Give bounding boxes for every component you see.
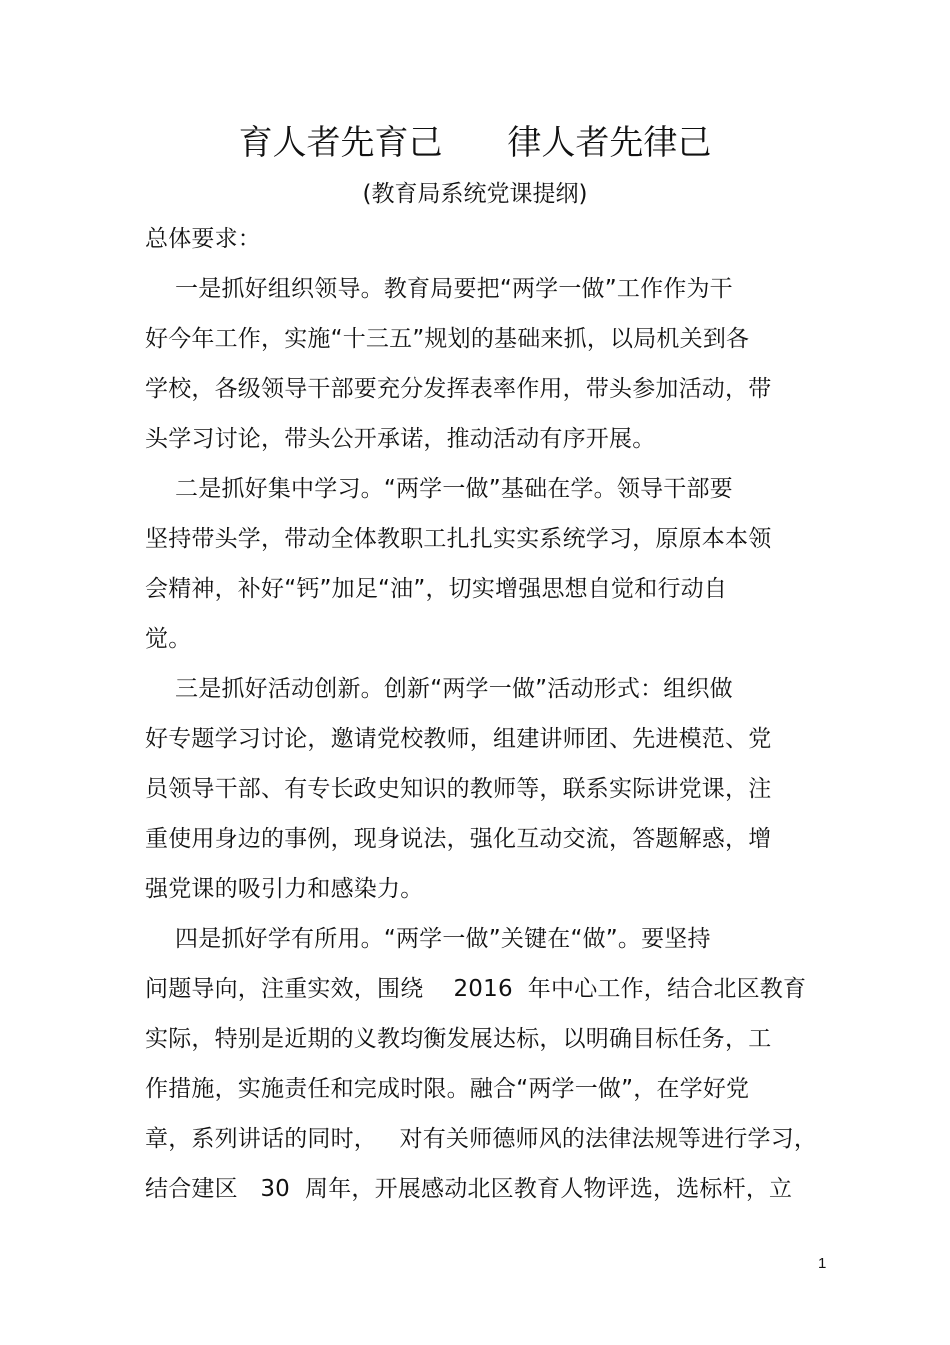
paragraph-2-line-4: 觉。 [145, 626, 192, 652]
paragraph-3-line-4: 重使用身边的事例，现身说法，强化互动交流，答题解惑，增 [145, 826, 772, 852]
paragraph-4-line-6: 结合建区 30 周年，开展感动北区教育人物评选，选标杆，立 [145, 1176, 793, 1202]
paragraph-3-line-5: 强党课的吸引力和感染力。 [145, 876, 424, 902]
paragraph-1-line-3: 学校，各级领导干部要充分发挥表率作用，带头参加活动，带 [145, 376, 772, 402]
section-heading: 总体要求： [145, 226, 261, 252]
paragraph-3-line-3: 员领导干部、有专长政史知识的教师等，联系实际讲党课，注 [145, 776, 772, 802]
paragraph-2-line-3: 会精神，补好“钙”加足“油”，切实增强思想自觉和行动自 [145, 576, 728, 602]
paragraph-1-line-4: 头学习讨论，带头公开承诺，推动活动有序开展。 [145, 426, 656, 452]
page-number: 1 [818, 1255, 827, 1272]
paragraph-3-line-1: 三是抓好活动创新。创新“两学一做”活动形式：组织做 [145, 676, 733, 702]
paragraph-4-line-5: 章，系列讲话的同时， 对有关师德师风的法律法规等进行学习， [145, 1126, 818, 1152]
paragraph-4-line-2: 问题导向，注重实效，围绕 2016 年中心工作，结合北区教育 [145, 976, 807, 1002]
paragraph-4-line-3: 实际，特别是近期的义教均衡发展达标，以明确目标任务，工 [145, 1026, 772, 1052]
paragraph-2-line-2: 坚持带头学，带动全体教职工扎扎实实系统学习，原原本本领 [145, 526, 772, 552]
paragraph-4-line-4: 作措施，实施责任和完成时限。融合“两学一做”，在学好党 [145, 1076, 750, 1102]
document-subtitle: (教育局系统党课提纲) [362, 181, 588, 207]
paragraph-1-line-2: 好今年工作，实施“十三五”规划的基础来抓，以局机关到各 [145, 326, 750, 352]
paragraph-4-line-1: 四是抓好学有所用。“两学一做”关键在“做”。要坚持 [145, 926, 711, 952]
paragraph-3-line-2: 好专题学习讨论，邀请党校教师，组建讲师团、先进模范、党 [145, 726, 772, 752]
paragraph-1-line-1: 一是抓好组织领导。教育局要把“两学一做”工作作为干 [145, 276, 733, 302]
paragraph-2-line-1: 二是抓好集中学习。“两学一做”基础在学。领导干部要 [145, 476, 733, 502]
document-title: 育人者先育己 律人者先律己 [238, 123, 712, 163]
